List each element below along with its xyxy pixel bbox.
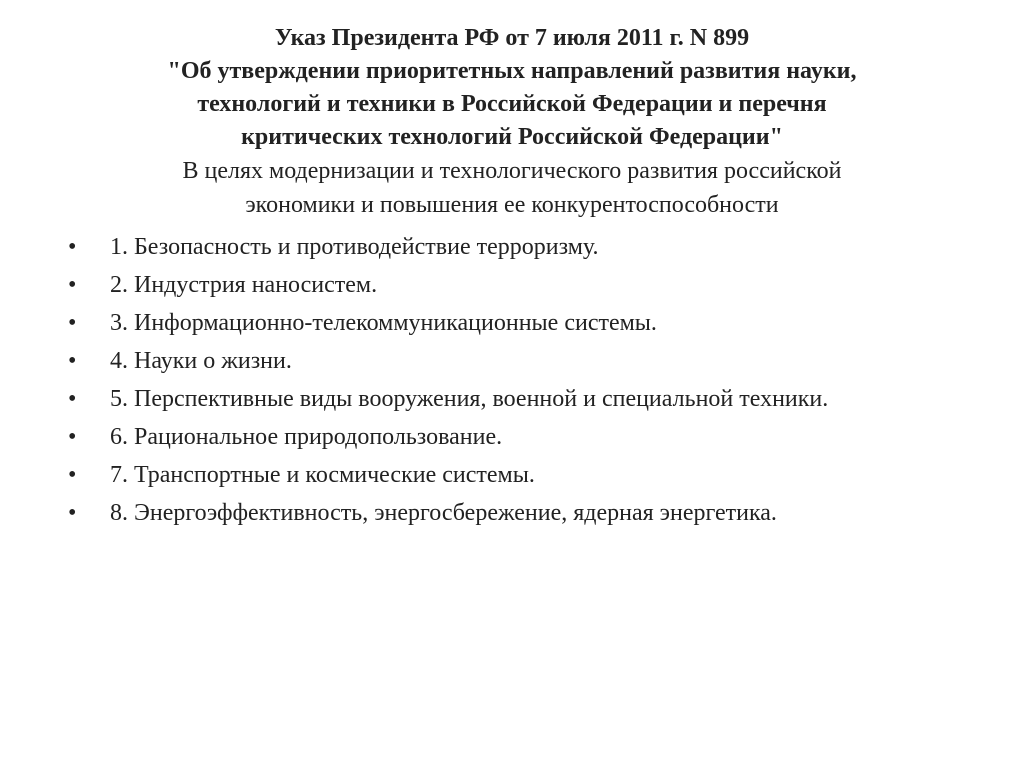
- list-item: [68, 460, 968, 491]
- bullet-icon: •: [68, 500, 77, 526]
- list-item-text: 5. Перспективные виды вооружения, военной и специальной техники.: [110, 386, 829, 412]
- list-item: [68, 498, 968, 529]
- list-item-text: 8. Энергоэффективность, энергосбережение, ядерная энергетика.: [110, 500, 777, 526]
- list-item-text: 2. Индустрия наносистем.: [110, 272, 378, 298]
- bullet-icon: •: [68, 424, 77, 450]
- list-item: [68, 422, 968, 453]
- title-line: технологий и техники в Российской Федерации и перечня: [197, 91, 827, 117]
- list-item-text: 7. Транспортные и космические системы.: [110, 462, 535, 488]
- bullet-icon: •: [68, 462, 77, 488]
- bullet-icon: •: [68, 234, 77, 260]
- list-item-text: 3. Информационно-телекоммуникационные системы.: [110, 310, 657, 336]
- list-item: [68, 384, 968, 415]
- bullet-icon: •: [68, 272, 77, 298]
- list-item-text: 4. Науки о жизни.: [110, 348, 292, 374]
- title-line: "Об утверждении приоритетных направлений развития науки,: [167, 58, 857, 84]
- bullet-icon: •: [68, 348, 77, 374]
- title-line: Указ Президента РФ от 7 июля 2011 г. N 899: [274, 25, 750, 51]
- list-item-text: 1. Безопасность и противодействие терроризму.: [110, 234, 599, 260]
- bullet-icon: •: [68, 310, 77, 336]
- list-item: [68, 346, 968, 377]
- bullet-icon: •: [68, 386, 77, 412]
- list-item-text: 6. Рациональное природопользование.: [110, 424, 503, 450]
- subtitle-line: В целях модернизации и технологического развития российской: [182, 158, 842, 184]
- list-item: [68, 270, 968, 301]
- subtitle-line: экономики и повышения ее конкурентоспособности: [245, 192, 779, 218]
- list-item: [68, 308, 968, 339]
- list-item: [68, 232, 968, 263]
- title-line: критических технологий Российской Федерации": [241, 124, 783, 150]
- priority-directions-list: [68, 232, 968, 536]
- slide-header: [60, 22, 964, 222]
